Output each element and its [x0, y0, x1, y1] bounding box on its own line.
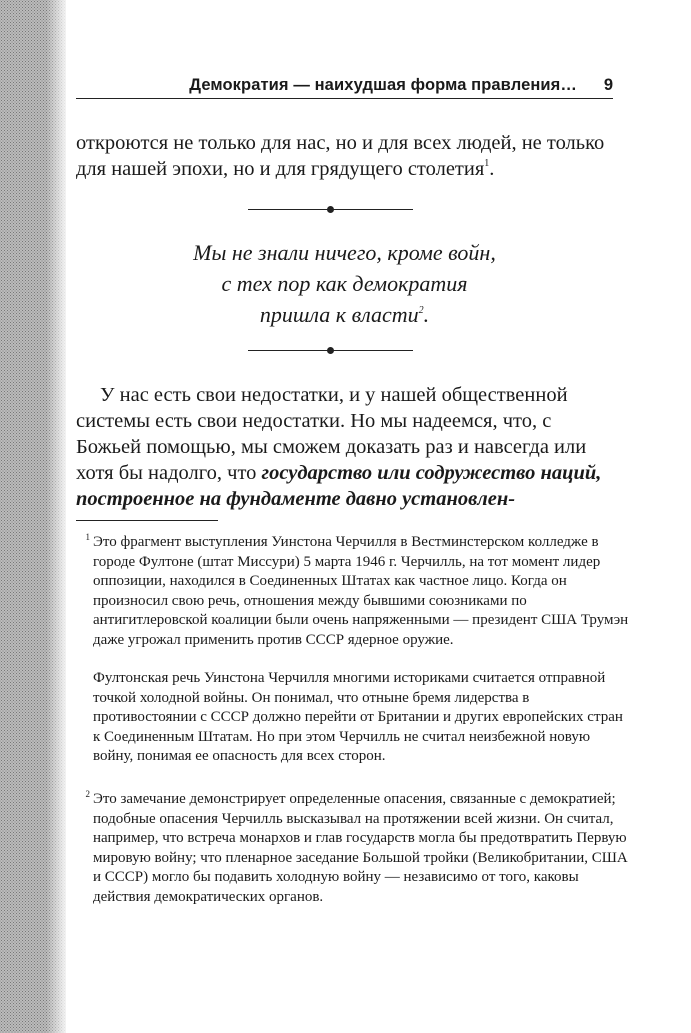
footnote-2: 2 Это замечание демонстрирует определенные опасения, связанные с демократией; подобные опасения Черчилль высказывал на протяжении всей жизни. Он считал, например, что встреча монархов и глав государств могла бы предотвратить Первую мировую войну; что пленарное заседание Большой тройки (Великобритании, США и СССР) могло бы подавить холодную войну — независимо от того, каковы действия демократических органов.: [85, 789, 628, 905]
running-title: Демократия — наихудшая форма правления…: [189, 76, 577, 94]
ornament-divider: [248, 346, 413, 356]
paragraph: [76, 382, 613, 512]
paragraph-continuation: [76, 130, 613, 182]
footnote-1: 1 Это фрагмент выступления Уинстона Черчилля в Вестминстерском колледже в городе Фултоне (штат Миссури) 5 марта 1946 г. Черчилль, на тот момент лидер оппозиции, находился в Соединенных Штатах как частное лицо. Когда он произносил свою речь, отношения между бывшими союзниками по антигитлеровской коалиции были очень напряженными — президент США Трумэн даже угрожал применить против СССР ядерное оружие.: [85, 532, 629, 648]
footnote-ref-1[interactable]: 1: [484, 158, 490, 169]
quote-line: пришла к власти: [259, 302, 419, 327]
quote-line: с тех пор как демократия: [221, 271, 468, 296]
footnote-separator: [76, 520, 218, 521]
page-number: 9: [603, 76, 613, 94]
footnote-1-continuation: [76, 669, 630, 767]
footnote-text: Это фрагмент выступления Уинстона Черчилля в Вестминстерском колледже в городе Фултоне (штат Миссури) 5 марта 1946 г. Черчилль, на тот момент лидер оппозиции, находился в Соединенных Штатах как частное лицо. Когда он произносил свою речь, отношения между бывшими союзниками по антигитлеровской коалиции были очень напряженными — президент США Трумэн даже угрожал применить против СССР ядерное оружие.: [93, 534, 629, 648]
paragraph-text: У нас есть свои недостатки, и у нашей общественной системы есть свои недостатки. Но мы надеемся, что, с Божьей помощью, мы сможем доказать раз и навсегда или хотя бы надолго, что: [76, 384, 587, 484]
quote-end: .: [423, 302, 430, 327]
paragraph-end: .: [489, 158, 495, 180]
epigraph-quote: [76, 237, 613, 330]
footnote-ref-2[interactable]: 2: [418, 305, 424, 316]
paragraph-text: откроются не только для нас, но и для всех людей, не только для нашей эпохи, но и для грядущего столетия: [76, 132, 605, 180]
footnote-text: Фултонская речь Уинстона Черчилля многими историками считается отправной точкой холодной войны. Он понимал, что отныне бремя лидерства в противостоянии с СССР должно перейти от Британии и других европейских стран к Соединенным Штатам. Но при этом Черчилль не считал неизбежной новую войну, понимая ее опасность для всех сторон.: [93, 670, 623, 764]
quote-line: Мы не знали ничего, кроме войн,: [193, 240, 496, 265]
ornament-divider: [248, 205, 413, 215]
page-edge-texture: [0, 0, 66, 1033]
running-header: [76, 72, 613, 99]
emphasized-text: государство или содружество наций, построенное на фундаменте давно установлен-: [76, 462, 602, 510]
footnote-text: Это замечание демонстрирует определенные опасения, связанные с демократией; подобные опасения Черчилль высказывал на протяжении всей жизни. Он считал, например, что встреча монархов и глав государств могла бы предотвратить Первую мировую войну; что пленарное заседание Большой тройки (Великобритании, США и СССР) могло бы подавить холодную войну — независимо от того, каковы действия демократических органов.: [93, 791, 628, 905]
